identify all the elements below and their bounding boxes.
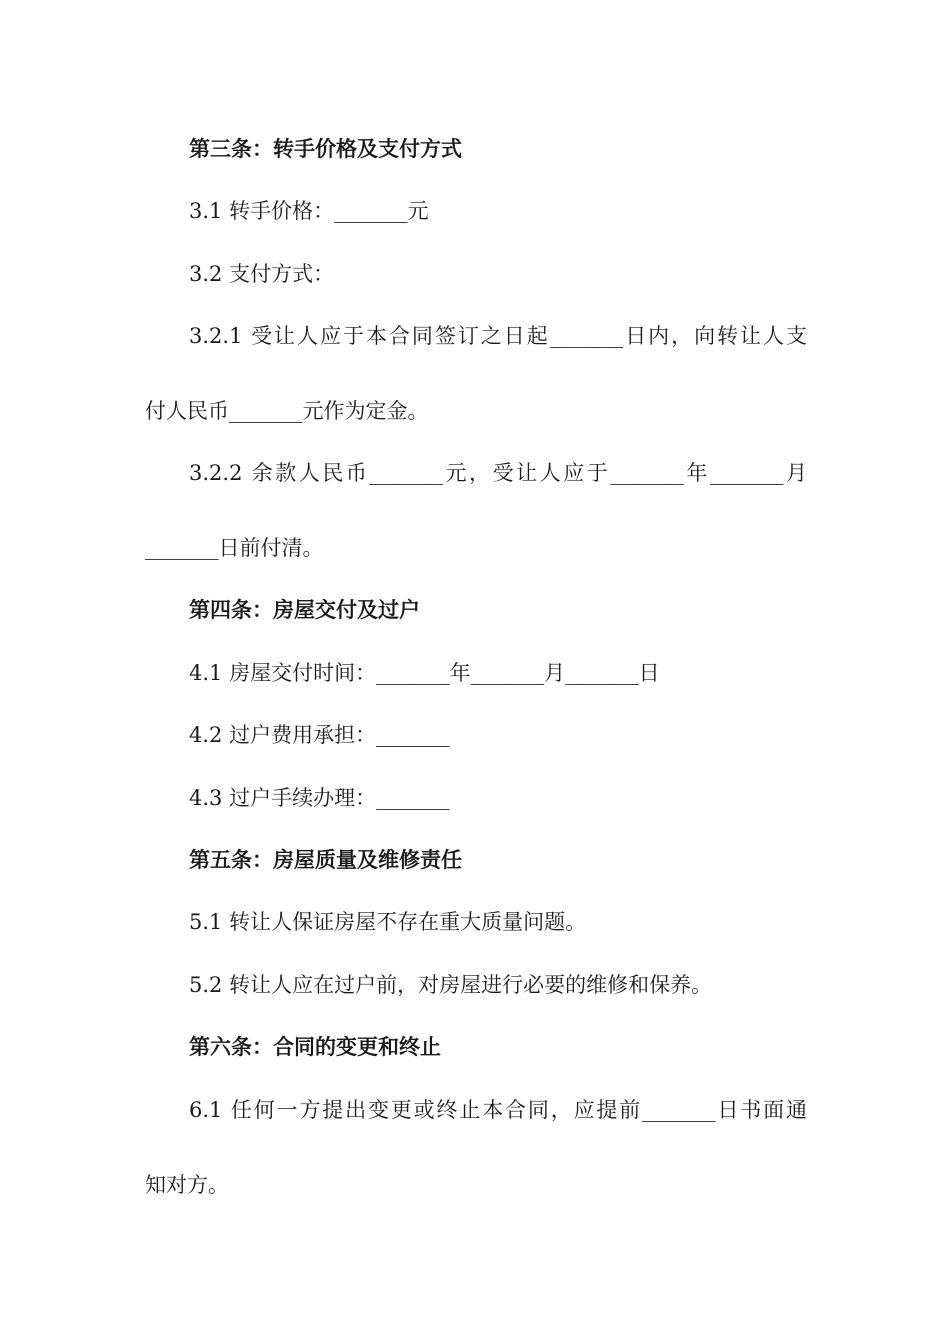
clause-6-1-line-1: 6.1 任何一方提出变更或终止本合同，应提前_______日书面通 xyxy=(189,1098,807,1122)
clause-3-2-1-line-1: 3.2.1 受让人应于本合同签订之日起_______日内，向转让人支 xyxy=(189,324,807,348)
section-heading-3: 第三条：转手价格及支付方式 xyxy=(189,137,462,161)
clause-4-1: 4.1 房屋交付时间：_______年_______月_______日 xyxy=(189,661,660,685)
section-heading-6: 第六条：合同的变更和终止 xyxy=(189,1035,441,1059)
clause-4-3: 4.3 过户手续办理：_______ xyxy=(189,786,450,810)
clause-3-1: 3.1 转手价格：_______元 xyxy=(189,199,429,223)
clause-3-2-2-line-2: _______日前付清。 xyxy=(145,536,324,560)
section-heading-5: 第五条：房屋质量及维修责任 xyxy=(189,848,462,872)
clause-3-2-2-line-1: 3.2.2 余款人民币_______元，受让人应于_______年_______月 xyxy=(189,461,807,485)
clause-4-2: 4.2 过户费用承担：_______ xyxy=(189,723,450,747)
clause-5-1: 5.1 转让人保证房屋不存在重大质量问题。 xyxy=(189,910,587,934)
clause-3-2: 3.2 支付方式： xyxy=(189,262,335,286)
clause-5-2: 5.2 转让人应在过户前，对房屋进行必要的维修和保养。 xyxy=(189,973,713,997)
section-heading-4: 第四条：房屋交付及过户 xyxy=(189,598,420,622)
clause-6-1-line-2: 知对方。 xyxy=(145,1173,229,1197)
clause-3-2-1-line-2: 付人民币_______元作为定金。 xyxy=(145,399,429,423)
